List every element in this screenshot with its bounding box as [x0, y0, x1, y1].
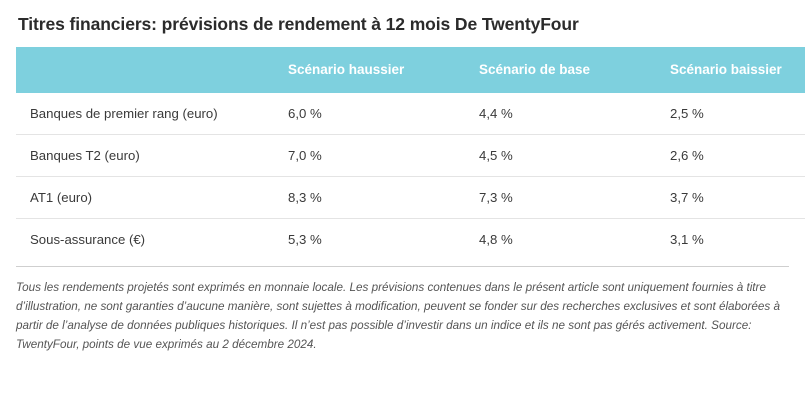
table-header — [16, 47, 805, 93]
page-title: Titres financiers: prévisions de rendement à 12 mois De TwentyFour — [18, 14, 579, 34]
cell-bull: 8,3 % — [280, 177, 471, 219]
cell-base: 4,4 % — [471, 93, 662, 135]
column-header-base-scenario-text: Scénario de base — [479, 62, 591, 77]
column-header-bull-scenario — [280, 47, 471, 93]
column-header-label — [16, 47, 280, 93]
cell-bear: 3,1 % — [662, 219, 805, 261]
table-row — [16, 135, 805, 177]
row-label: Sous-assurance (€) — [16, 219, 280, 261]
yield-forecast-table — [16, 47, 805, 260]
row-label: Banques T2 (euro) — [16, 135, 280, 177]
table-row — [16, 93, 805, 135]
cell-bull: 5,3 % — [280, 219, 471, 261]
cell-base: 7,3 % — [471, 177, 662, 219]
cell-bull: 7,0 % — [280, 135, 471, 177]
table-body — [16, 93, 805, 260]
footnote-divider — [16, 266, 789, 267]
cell-bear: 3,7 % — [662, 177, 805, 219]
table-row — [16, 219, 805, 261]
footnote-text: Tous les rendements projetés sont exprimés en monnaie locale. Les prévisions contenues dans le présent article sont uniquement fournies à titre d’illustration, ne sont garanties d’aucune manière, sont sujettes à modification, peuvent se fonder sur des recherches exclusives et sont élaborées à partir de l’analyse de données publiques historiques. Il n’est pas possible d’investir dans un indice et ils ne sont pas gérés activement. Source: TwentyFour, points de vue exprimés au 2 décembre 2024. — [16, 280, 781, 351]
column-header-base-scenario — [471, 47, 662, 93]
row-label: AT1 (euro) — [16, 177, 280, 219]
column-header-bear-scenario-text: Scénario baissier — [670, 62, 782, 77]
cell-bull: 6,0 % — [280, 93, 471, 135]
table-header-row — [16, 47, 805, 93]
column-header-bear-scenario — [662, 47, 805, 93]
column-header-bull-scenario-text: Scénario haussier — [288, 62, 405, 77]
cell-base: 4,5 % — [471, 135, 662, 177]
table-row — [16, 177, 805, 219]
cell-base: 4,8 % — [471, 219, 662, 261]
cell-bear: 2,5 % — [662, 93, 805, 135]
row-label: Banques de premier rang (euro) — [16, 93, 280, 135]
cell-bear: 2,6 % — [662, 135, 805, 177]
